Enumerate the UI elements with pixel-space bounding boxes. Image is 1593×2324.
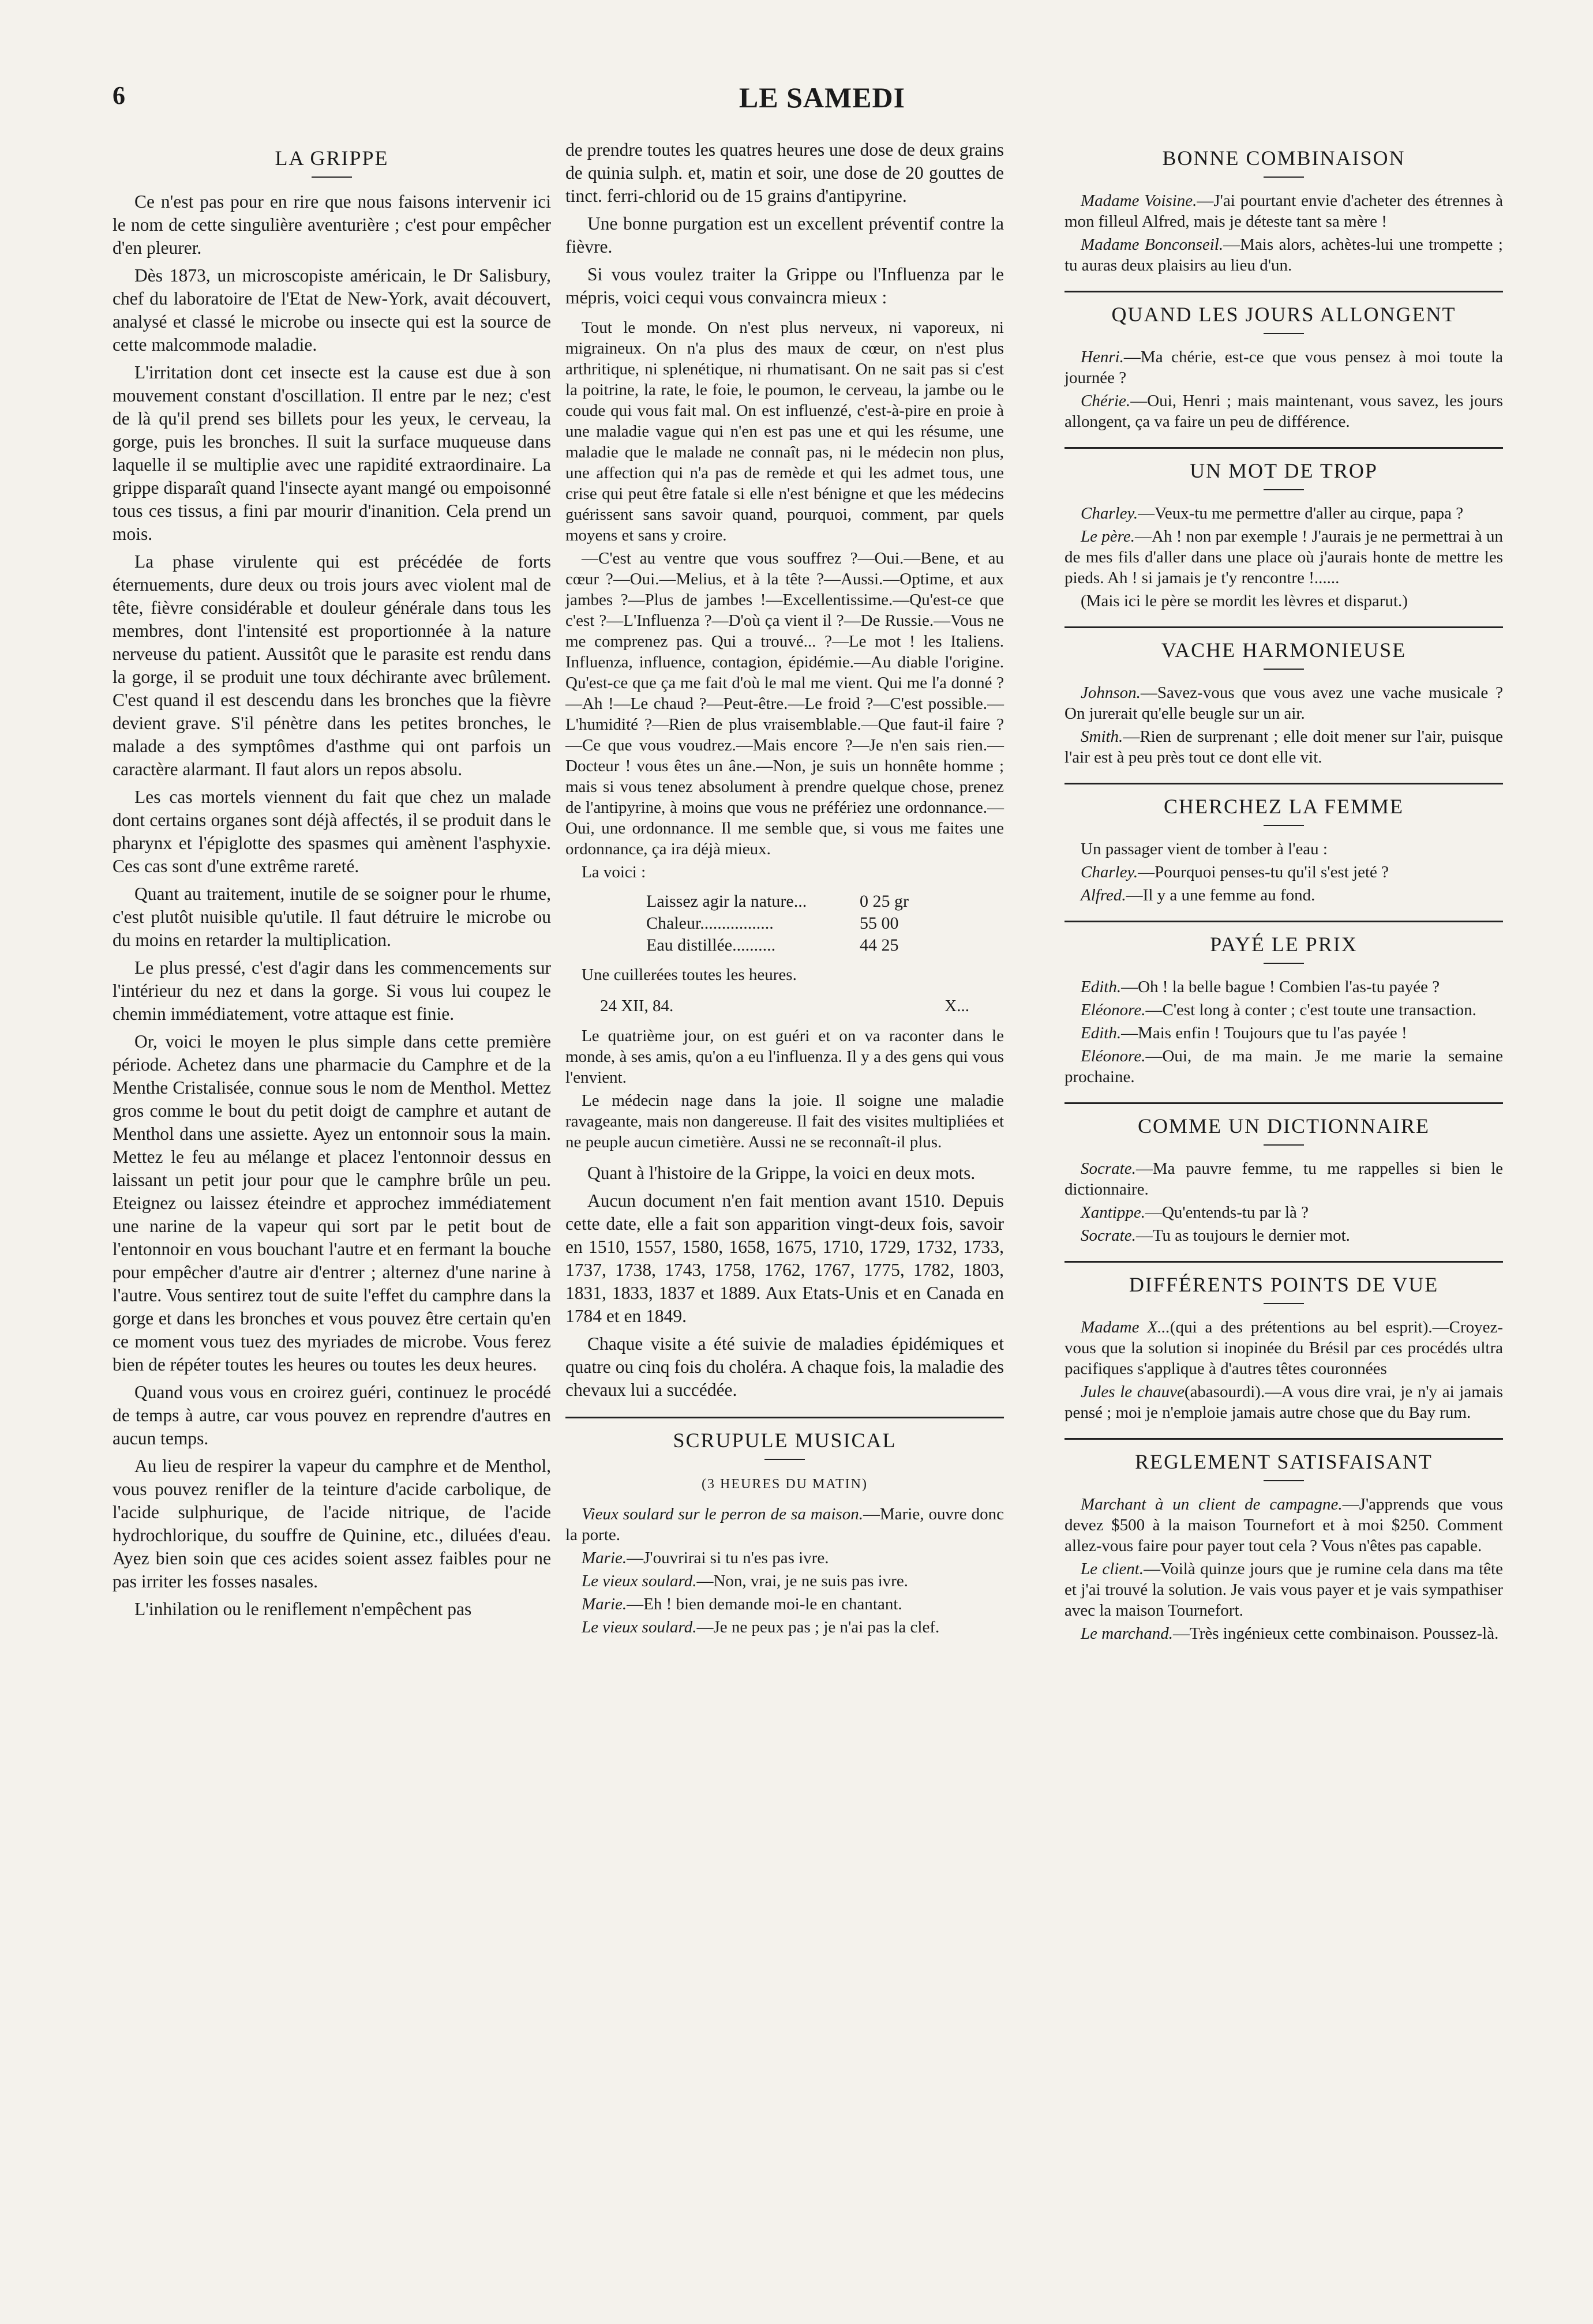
paragraph: L'irritation dont cet insecte est la cause est due à son mouvement constant d'oscillation. Il entre par le nez; c'est de là qu'il prend ses billets pour les yeux, le cerveau, la gorge, puis les bronches. Il suit la surface muqueuse dans laquelle il se multiplie avec une rapidité extraordinaire. La grippe disparaît quand l'insecte ayant mangé ou empoisonné tous ces tissus, a fini par mourir d'inanition. Cela prend un mois. xyxy=(113,362,551,544)
dialogue-line xyxy=(1065,1000,1503,1020)
line-text: —Tu as toujours le dernier mot. xyxy=(1135,1226,1350,1245)
line-text: —Je ne peux pas ; je n'ai pas la clef. xyxy=(696,1618,940,1636)
dialogue-line xyxy=(1065,682,1503,724)
dialogue xyxy=(1065,977,1503,1087)
dialogue xyxy=(1065,1158,1503,1246)
section-title: VACHE HARMONIEUSE xyxy=(1161,639,1407,662)
speaker: Johnson. xyxy=(1081,684,1141,702)
dialogue-line xyxy=(1065,839,1503,859)
quote-paragraph: La voici : xyxy=(582,863,646,881)
speaker: Henri. xyxy=(1081,348,1124,366)
prescription-row xyxy=(646,891,946,913)
speaker: Eléonore. xyxy=(1081,1047,1146,1065)
speaker: Le client. xyxy=(1081,1560,1144,1578)
line-text: —Marie, ouvre donc la porte. xyxy=(565,1505,1004,1544)
dialogue-line xyxy=(1065,1494,1503,1556)
dialogue xyxy=(1065,682,1503,768)
dialogue-line xyxy=(1065,1202,1503,1223)
section-rule xyxy=(565,1417,1004,1418)
section-rule xyxy=(1065,921,1503,922)
dialogue xyxy=(1065,1494,1503,1644)
line-text: (Mais ici le père se mordit les lèvres et disparut.) xyxy=(1081,592,1408,610)
speaker: Charley. xyxy=(1081,863,1138,881)
article-title-grippe: LA GRIPPE xyxy=(275,147,389,170)
dialogue-line xyxy=(565,1571,1004,1591)
title-rule xyxy=(1264,177,1304,178)
dialogue-line xyxy=(1065,391,1503,432)
prescription-row xyxy=(646,913,946,934)
line-text: —Voilà quinze jours que je rumine cela dans ma tête et j'ai trouvé la solution. Je vais vous payer et je vais sympathiser avec la maison Tournefort. xyxy=(1065,1560,1503,1620)
prescription-value: 55 00 xyxy=(860,914,899,933)
speaker: Madame Voisine. xyxy=(1081,192,1197,210)
paragraph: L'inhilation ou le reniflement n'empêchent pas xyxy=(134,1599,472,1619)
line-text: —Ma pauvre femme, tu me rappelles si bien le dictionnaire. xyxy=(1065,1159,1503,1199)
dialogue-line xyxy=(1065,862,1503,883)
prescription-item: Eau distillée.......... xyxy=(646,936,776,955)
speaker: Le marchand. xyxy=(1081,1624,1174,1643)
line-text: —Veux-tu me permettre d'aller au cirque, papa ? xyxy=(1138,504,1464,523)
title-rule xyxy=(1264,1144,1304,1146)
dialogue-line xyxy=(565,1504,1004,1545)
line-text: —Oh ! la belle bague ! Combien l'as-tu payée ? xyxy=(1121,978,1440,996)
speaker: Eléonore. xyxy=(1081,1001,1146,1019)
line-text: —Ah ! non par exemple ! J'aurais je ne permettrai à un de mes fils d'aller dans une place où j'aurais honte de mettre les pieds. Ah ! si jamais je t'y rencontre !...... xyxy=(1065,527,1503,587)
line-text: —C'est long à conter ; c'est toute une transaction. xyxy=(1145,1001,1476,1019)
dialogue-line xyxy=(1065,591,1503,611)
dialogue-line xyxy=(1065,977,1503,997)
section-rule xyxy=(1065,1261,1503,1263)
paragraph: Ce n'est pas pour en rire que nous faisons intervenir ici le nom de cette singulière aventurière ; c'est pour empêcher d'en pleurer. xyxy=(113,192,551,258)
title-rule xyxy=(1264,963,1304,964)
speaker: Socrate. xyxy=(1081,1226,1136,1245)
column-1 xyxy=(113,138,551,1625)
section-subtitle: (3 HEURES DU MATIN) xyxy=(702,1477,868,1492)
line-text: —Qu'entends-tu par là ? xyxy=(1145,1203,1309,1222)
dialogue-line xyxy=(1065,1158,1503,1200)
title-rule xyxy=(1264,669,1304,670)
dialogue-line xyxy=(1065,234,1503,276)
column-3 xyxy=(1065,138,1503,1646)
section-title: CHERCHEZ LA FEMME xyxy=(1163,795,1404,818)
line-text: —Il y a une femme au fond. xyxy=(1126,886,1315,904)
title-rule xyxy=(1264,333,1304,334)
dialogue-line xyxy=(1065,1046,1503,1087)
quote-paragraph: Le médecin nage dans la joie. Il soigne une maladie ravageante, mais non dangereuse. Il fait des visites multipliées et ne peuple aucun cimetière. Aussi ne se reconnaît-il plus. xyxy=(565,1091,1004,1151)
dialogue-line xyxy=(1065,190,1503,232)
line-text: —Très ingénieux cette combinaison. Poussez-là. xyxy=(1173,1624,1499,1643)
prescription-row xyxy=(646,934,946,956)
line-text: Un passager vient de tomber à l'eau : xyxy=(1081,840,1328,858)
section-title: BONNE COMBINAISON xyxy=(1162,147,1405,170)
prescription-value: 44 25 xyxy=(860,936,899,955)
line-text: —Oui, Henri ; mais maintenant, vous savez, les jours allongent, ça va faire un peu de différence. xyxy=(1065,392,1503,431)
title-rule xyxy=(764,1459,805,1460)
prescription-item: Chaleur................. xyxy=(646,914,774,933)
speaker: Le vieux soulard. xyxy=(582,1618,697,1636)
section-rule xyxy=(1065,1438,1503,1440)
title-rule xyxy=(1264,1303,1304,1304)
line-text: —Non, vrai, je ne suis pas ivre. xyxy=(696,1572,908,1590)
line-text: —Oui, de ma main. Je me marie la semaine prochaine. xyxy=(1065,1047,1503,1086)
speaker: Marchant à un client de campagne. xyxy=(1081,1495,1343,1514)
line-text: (qui a des prétentions au bel esprit).—Croyez-vous que la solution si inopinée du Brésil par ces procédés ultra pacifiques s'applique à d'autres têtes couronnées xyxy=(1065,1318,1504,1378)
anecdote-list xyxy=(1065,147,1503,1644)
section-rule xyxy=(1065,291,1503,292)
paragraph: Chaque visite a été suivie de maladies épidémiques et quatre ou cinq fois du choléra. A chaque fois, la maladie des chevaux lui a succédée. xyxy=(565,1334,1004,1400)
dialogue-line xyxy=(1065,1559,1503,1621)
line-text: —Mais enfin ! Toujours que tu l'as payée ! xyxy=(1121,1024,1407,1042)
quote-paragraph: Le quatrième jour, on est guéri et on va raconter dans le monde, à ses amis, qu'on a eu l'influenza. Il y a des gens qui vous l'envient. xyxy=(565,1027,1004,1087)
speaker: Jules le chauve xyxy=(1081,1383,1185,1401)
title-rule xyxy=(1264,1480,1304,1481)
paragraph: Or, voici le moyen le plus simple dans cette première période. Achetez dans une pharmacie du Camphre et de la Menthe Cristalisée, connue sous le nom de Menthol. Mettez gros comme le bout du petit doigt de camphre et autant de Menthol dans une assiette. Ayez un entonnoir sous la main. Mettez le feu au mélange et placez l'entonnoir dessus en laissant un petit jour pour que le camphre brûle un peu. Eteignez ou laissez éteindre et approchez immédiatement une narine de la vapeur qui sort par le petit bout de l'entonnoir en vous bouchant l'autre et en fermant la bouche pour empêcher d'autre air d'entrer ; alternez d'une narine à l'autre. Vous sentirez tout de suite l'effet du camphre dans la gorge et dans les bronches et vous pouvez être certain qu'en ce moment vous tuez des myriades de microbe. Vous ferez bien de répéter toutes les heures ou toutes les deux heures. xyxy=(113,1031,551,1375)
paragraph: Quant au traitement, inutile de se soigner pour le rhume, c'est plutôt nuisible qu'utile. Il faut détruire le microbe ou du moins en retarder la multiplication. xyxy=(113,884,551,950)
line-text: —Ma chérie, est-ce que vous pensez à moi toute la journée ? xyxy=(1065,348,1503,387)
speaker: Marie. xyxy=(582,1595,627,1613)
page-header xyxy=(87,81,1558,121)
dialogue xyxy=(1065,1317,1503,1423)
paragraph: La phase virulente qui est précédée de forts éternuements, dure deux ou trois jours avec violent mal de tête, fièvre considérable et douleur générale dans tous les membres, dont l'intensité est proportionnée à la nature nerveuse du patient. Aussitôt que le parasite est rendu dans la gorge, il se produit une toux déchirante avec brûlement. C'est quand il est descendu dans les bronches que la fièvre devient grave. S'il pénètre dans les petites bronches, le malade a des symptômes d'asthme qui ont parfois un caractère alarmant. Il faut alors un repos absolu. xyxy=(113,551,551,779)
paragraph: Le plus pressé, c'est d'agir dans les commencements sur l'intérieur du nez et dans la gorge. Si vous lui coupez le chemin immédiatement, votre attaque est finie. xyxy=(113,958,551,1024)
quote-paragraph: —C'est au ventre que vous souffrez ?—Oui.—Bene, et au cœur ?—Oui.—Melius, et à la tête ?—Aussi.—Optime, et aux jambes ?—Plus de jambes !—Excellentissime.—Qu'est-ce que c'est ?—L'Influenza ?—D'où ça vient il ?—De Russie.—Vous ne me comprenez pas. Qui a trouvé... ?—Le mot ! les Italiens. Influenza, influence, contagion, épidémie.—Au diable l'origine. Qu'est-ce que ça me fait d'où le mal me vient. Qui me l'a donné ?—Ah !—Le chaud ?—Peut-être.—Le froid ?—C'est possible.—L'humidité ?—Rien de plus vraisemblable.—Que faut-il faire ?—Ce que vous voudrez.—Mais encore ?—Je n'en sais rien.—Docteur ! vous êtes un âne.—Non, je suis un honnête homme ; mais si vous tenez absolument à prendre quelque chose, prenez de l'antipyrine, à moins que vous ne préfériez une ordonnance.—Oui, une ordonnance. Il me semble que, si vous me faites une ordonnance, ça ira déjà mieux. xyxy=(565,549,1004,858)
speaker: Madame Bonconseil. xyxy=(1081,235,1224,254)
section-title: PAYÉ LE PRIX xyxy=(1210,933,1358,956)
signature-date: 24 XII, 84. xyxy=(600,997,674,1015)
prescription-note: Une cuillerées toutes les heures. xyxy=(582,966,797,984)
dialogue-line xyxy=(1065,885,1503,906)
dialogue xyxy=(1065,190,1503,276)
paragraph: Une bonne purgation est un excellent préventif contre la fièvre. xyxy=(565,213,1004,257)
paragraph: Si vous voulez traiter la Grippe ou l'Influenza par le mépris, voici cequi vous convaincra mieux : xyxy=(565,264,1004,307)
section-title: COMME UN DICTIONNAIRE xyxy=(1138,1114,1430,1137)
section-rule xyxy=(1065,626,1503,628)
section-rule xyxy=(1065,447,1503,449)
paragraph: Les cas mortels viennent du fait que chez un malade dont certains organes sont déjà affectés, il se produit dans le pharynx et l'épiglotte des spasmes qui amènent l'asphyxie. Ces cas sont d'une extrême rareté. xyxy=(113,787,551,876)
quote-paragraph: Tout le monde. On n'est plus nerveux, ni vaporeux, ni migraineux. On n'a plus des maux de cœur, on n'est plus arthritique, ni splenétique, ni rhumatisant. On ne sait pas si c'est la poitrine, la rate, le foie, le poumon, le cerveau, la jambe ou le coude qui vous fait mal. On est influenzé, c'est-à-pire en proie à une maladie vague qui n'en est pas une et qui les résume, une maladie que le malade ne connaît pas, ni le médecin non plus, une affection qui n'a pas de remède et qui les admet tous, une crise qui peut être fatale si elle n'est bénigne et que les médecins guérissent sans savoir quand, pourquoi, comment, par quels moyens et sans y croire. xyxy=(565,318,1004,545)
speaker: Charley. xyxy=(1081,504,1138,523)
title-rule xyxy=(1264,489,1304,490)
paragraph: Dès 1873, un microscopiste américain, le Dr Salisbury, chef du laboratoire de l'Etat de New-York, avait découvert, analysé et classé le microbe ou insecte qui est la source de cette malcommode maladie. xyxy=(113,265,551,355)
dialogue-line xyxy=(1065,1023,1503,1043)
dialogue-line xyxy=(1065,1225,1503,1246)
column-2 xyxy=(565,138,1004,1640)
line-text: —Pourquoi penses-tu qu'il s'est jeté ? xyxy=(1138,863,1389,881)
dialogue xyxy=(1065,347,1503,432)
dialogue-line xyxy=(565,1617,1004,1638)
signature-line xyxy=(600,996,969,1016)
paragraph: Quant à l'histoire de la Grippe, la voici en deux mots. xyxy=(587,1163,976,1183)
speaker: Le père. xyxy=(1081,527,1135,546)
speaker: Xantippe. xyxy=(1081,1203,1145,1222)
speaker: Edith. xyxy=(1081,978,1122,996)
line-text: —Rien de surprenant ; elle doit mener sur l'air, puisque l'air est à peu près tout ce dont elle vit. xyxy=(1065,727,1503,767)
prescription-value: 0 25 gr xyxy=(860,892,909,911)
dialogue xyxy=(1065,839,1503,906)
speaker: Chérie. xyxy=(1081,392,1131,410)
line-text: —Mais alors, achètes-lui une trompette ; tu auras deux plaisirs au lieu d'un. xyxy=(1065,235,1503,275)
line-text: —J'ouvrirai si tu n'es pas ivre. xyxy=(627,1549,829,1567)
signature-name: X... xyxy=(944,997,969,1015)
line-text: —Savez-vous que vous avez une vache musicale ? On jurerait qu'elle beugle sur un air. xyxy=(1065,684,1503,723)
journal-title: LE SAMEDI xyxy=(739,81,906,114)
dialogue-line xyxy=(1065,503,1503,524)
speaker: Smith. xyxy=(1081,727,1123,746)
speaker: Marie. xyxy=(582,1549,627,1567)
speaker: Madame X... xyxy=(1081,1318,1170,1336)
line-text: —J'ai pourtant envie d'acheter des étrennes à mon filleul Alfred, mais je déteste tant sa mère ! xyxy=(1065,192,1503,231)
title-rule xyxy=(1264,825,1304,826)
line-text: (abasourdi).—A vous dire vrai, je n'y ai jamais pensé ; moi je n'emploie jamais autre chose que du Bay rum. xyxy=(1065,1383,1503,1422)
dialogue xyxy=(565,1504,1004,1638)
dialogue-line xyxy=(1065,726,1503,768)
speaker: Alfred. xyxy=(1081,886,1126,904)
prescription-item: Laissez agir la nature... xyxy=(646,892,807,911)
dialogue-line xyxy=(1065,526,1503,588)
line-text: —Eh ! bien demande moi-le en chantant. xyxy=(627,1595,902,1613)
paragraph: Au lieu de respirer la vapeur du camphre et de Menthol, vous pouvez renifler de la teinture d'acide carbolique, de l'acide sulphurique, de l'acide nitrique, de l'acide hydrochlorique, du souffre de Quinine, etc., diluées d'eau. Ayez bien soin que ces acides soient assez faibles pour ne pas irriter les fosses nasales. xyxy=(113,1456,551,1591)
speaker: Le vieux soulard. xyxy=(582,1572,697,1590)
dialogue-line xyxy=(1065,1381,1503,1423)
page-number: 6 xyxy=(113,81,125,110)
paragraph: Quand vous vous en croirez guéri, continuez le procédé de temps à autre, car vous pouvez en reprendre d'autres en aucun temps. xyxy=(113,1382,551,1448)
section-title: UN MOT DE TROP xyxy=(1190,459,1378,482)
dialogue-line xyxy=(1065,1623,1503,1644)
dialogue-line xyxy=(565,1548,1004,1568)
section-rule xyxy=(1065,1102,1503,1104)
dialogue xyxy=(1065,503,1503,611)
quoted-passage xyxy=(565,317,1004,1152)
paragraph: de prendre toutes les quatres heures une dose de deux grains de quinia sulph. et, matin et soir, une dose de 20 gouttes de tinct. ferri-chlorid ou de 15 grains d'antipyrine. xyxy=(565,140,1004,206)
paragraph: Aucun document n'en fait mention avant 1510. Depuis cette date, elle a fait son apparition vingt-deux fois, savoir en 1510, 1557, 1580, 1658, 1675, 1710, 1729, 1732, 1733, 1737, 1738, 1743, 1758, 1762, 1767, 1775, 1782, 1803, 1831, 1833, 1837 et 1889. Aux Etats-Unis et en Canada en 1784 et en 1849. xyxy=(565,1191,1004,1326)
dialogue-line xyxy=(1065,1317,1503,1379)
section-title: QUAND LES JOURS ALLONGENT xyxy=(1111,303,1456,326)
speaker: Edith. xyxy=(1081,1024,1122,1042)
dialogue-line xyxy=(565,1594,1004,1615)
section-title: DIFFÉRENTS POINTS DE VUE xyxy=(1129,1273,1439,1296)
speaker: Socrate. xyxy=(1081,1159,1136,1178)
section-title: REGLEMENT SATISFAISANT xyxy=(1135,1450,1433,1473)
dialogue-line xyxy=(1065,347,1503,388)
section-rule xyxy=(1065,783,1503,784)
speaker: Vieux soulard sur le perron de sa maison. xyxy=(582,1505,863,1523)
line-text: —J'apprends que vous devez $500 à la maison Tournefort et à moi $250. Comment allez-vous faire pour payer tout cela ? Vous n'êtes pas capable. xyxy=(1065,1495,1503,1555)
title-rule xyxy=(312,177,352,178)
section-title: SCRUPULE MUSICAL xyxy=(673,1429,897,1452)
prescription xyxy=(646,891,1004,956)
